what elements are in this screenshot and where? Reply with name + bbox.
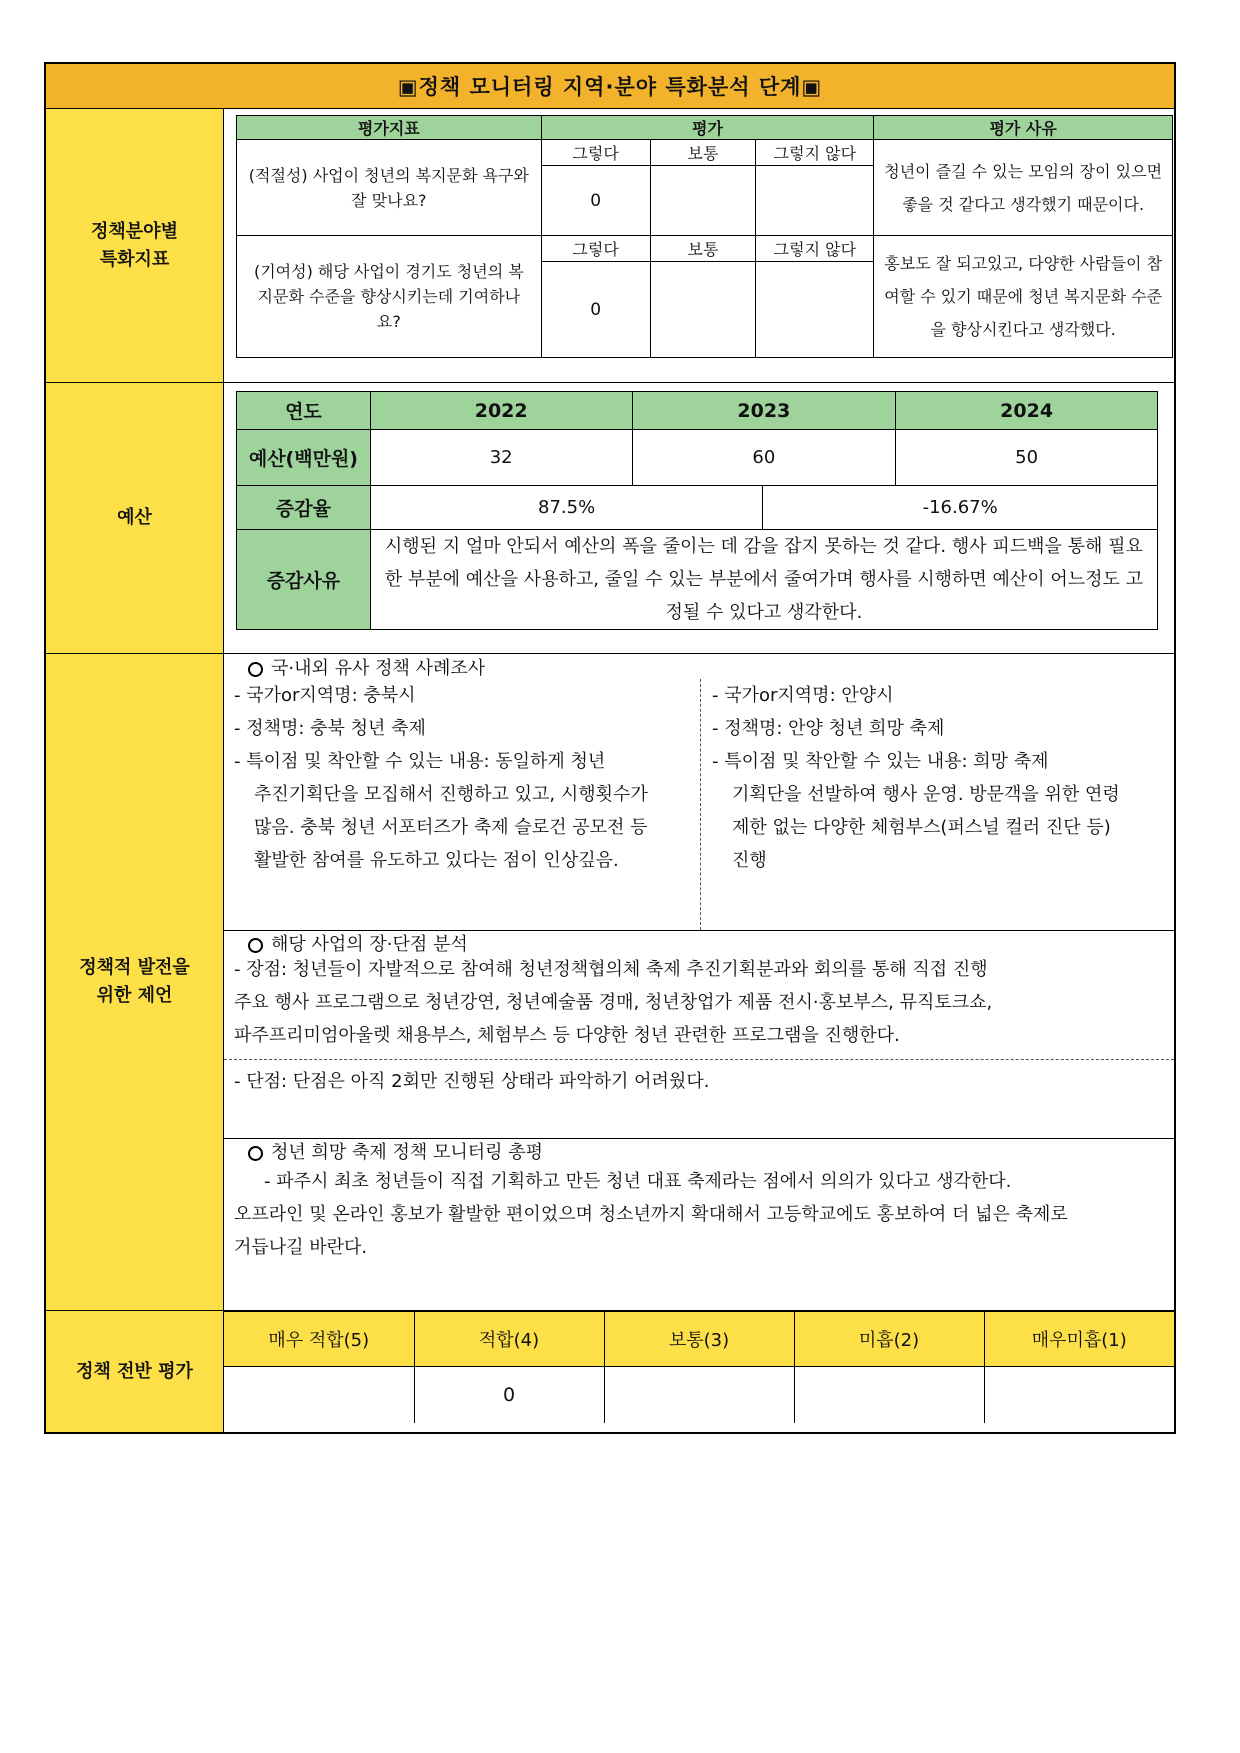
indicator-question: (적절성) 사업이 청년의 복지문화 욕구와 잘 맞나요? [237, 140, 542, 236]
indicator-section [224, 109, 1174, 382]
answer-neutral-cell[interactable] [650, 166, 756, 236]
review-line: 오프라인 및 온라인 홍보가 활발한 편이었으며 청소년까지 확대해서 고등학교에도 홍보하여 더 넓은 축제로 [234, 1204, 1068, 1225]
overall-review [224, 1139, 1174, 1310]
case-note: 진행 [732, 850, 767, 871]
circle-bullet-icon [248, 938, 263, 953]
case-left [234, 679, 696, 877]
overall-section [224, 1311, 1174, 1432]
amount-cell: 32 [370, 430, 632, 486]
answer-yes-cell[interactable]: 0 [541, 166, 650, 236]
case-region: - 국가or지역명: 충북시 [234, 685, 416, 706]
case-right [712, 679, 1172, 877]
option-no: 그렇지 않다 [756, 140, 874, 166]
strength-line: 주요 행사 프로그램으로 청년강연, 청년예술품 경매, 청년창업가 제품 전시·홍보부스, 뮤직토크쇼, [234, 992, 993, 1013]
case-policy: - 정책명: 충북 청년 축제 [234, 718, 426, 739]
analysis-heading: 해당 사업의 장·단점 분석 [224, 931, 468, 959]
budget-reason: 시행된 지 얼마 안되서 예산의 폭을 줄이는 데 감을 잡지 못하는 것 같다. 행사 피드백을 통해 필요한 부분에 예산을 사용하고, 줄일 수 있는 부분에서 줄여가며 행사를 시행하면 예산이 어느정도 고정될 수 있다고 생각한다. [370, 530, 1157, 630]
weakness-line: - 단점: 단점은 아직 2회만 진행된 상태라 파악하기 어려웠다. [234, 1071, 710, 1092]
case-region: - 국가or지역명: 안양시 [712, 685, 894, 706]
header-evaluation: 평가 [541, 116, 874, 140]
proposal-section-label: 정책적 발전을 위한 제언 [46, 654, 224, 1310]
rating-mark-cell[interactable] [604, 1367, 794, 1423]
indicator-question: (기여성) 해당 사업이 경기도 청년의 복지문화 수준을 향상시키는데 기여하나요? [237, 236, 542, 358]
option-neutral: 보통 [650, 236, 756, 262]
case-study-heading: 국·내외 유사 정책 사례조사 [224, 655, 485, 683]
case-note: 추진기획단을 모집해서 진행하고 있고, 시행횟수가 [254, 784, 648, 805]
review-line: - 파주시 최초 청년들이 직접 기획하고 만든 청년 대표 축제라는 점에서 의의가 있다고 생각한다. [264, 1171, 1012, 1192]
option-no: 그렇지 않다 [756, 236, 874, 262]
rate-cell: 87.5% [370, 486, 763, 530]
year-cell: 2022 [370, 392, 632, 430]
answer-no-cell[interactable] [756, 262, 874, 358]
indicator-reason: 홍보도 잘 되고있고, 다양한 사람들이 참여할 수 있기 때문에 청년 복지문화 수준을 향상시킨다고 생각했다. [874, 236, 1173, 358]
rating-option: 매우미흡(1) [984, 1312, 1174, 1367]
rate-cell: -16.67% [763, 486, 1158, 530]
review-heading: 청년 희망 축제 정책 모니터링 총평 [224, 1139, 543, 1167]
amount-cell: 60 [632, 430, 896, 486]
rate-label: 증감율 [237, 486, 371, 530]
case-note: 많음. 충북 청년 서포터즈가 축제 슬로건 공모전 등 [254, 817, 648, 838]
strength-line: - 장점: 청년들이 자발적으로 참여해 청년정책협의체 축제 추진기획분과와 회의를 통해 직접 진행 [234, 959, 988, 980]
proposal-section [224, 654, 1174, 1310]
indicator-table [236, 115, 1173, 358]
option-yes: 그렇다 [541, 140, 650, 166]
overall-section-label: 정책 전반 평가 [46, 1311, 224, 1432]
case-note: 기획단을 선발하여 행사 운영. 방문객을 위한 연령 [732, 784, 1120, 805]
year-cell: 2024 [896, 392, 1158, 430]
circle-bullet-icon [248, 1146, 263, 1161]
case-note: - 특이점 및 착안할 수 있는 내용: 동일하게 청년 [234, 751, 606, 772]
rating-option: 매우 적합(5) [224, 1312, 414, 1367]
case-note: 제한 없는 다양한 체험부스(퍼스널 컬러 진단 등) [732, 817, 1111, 838]
case-divider [700, 679, 701, 930]
reason-label: 증감사유 [237, 530, 371, 630]
year-label: 연도 [237, 392, 371, 430]
review-line: 거듭나길 바란다. [234, 1237, 368, 1258]
option-neutral: 보통 [650, 140, 756, 166]
circle-bullet-icon [248, 662, 263, 677]
pros-cons-analysis [224, 931, 1174, 1138]
indicator-reason: 청년이 즐길 수 있는 모임의 장이 있으면 좋을 것 같다고 생각했기 때문이다. [874, 140, 1173, 236]
header-reason: 평가 사유 [874, 116, 1173, 140]
case-note: 활발한 참여를 유도하고 있다는 점이 인상깊음. [254, 850, 619, 871]
amount-cell: 50 [896, 430, 1158, 486]
rating-mark-cell[interactable]: 0 [414, 1367, 604, 1423]
indicator-section-label: 정책분야별 특화지표 [46, 109, 224, 382]
strength-line: 파주프리미엄아울렛 채용부스, 체험부스 등 다양한 청년 관련한 프로그램을 진행한다. [234, 1025, 900, 1046]
amount-label: 예산(백만원) [237, 430, 371, 486]
rating-option: 미흡(2) [794, 1312, 984, 1367]
monitoring-form [44, 62, 1176, 1434]
overall-table [224, 1311, 1174, 1423]
budget-section-label: 예산 [46, 383, 224, 653]
header-indicator: 평가지표 [237, 116, 542, 140]
rating-mark-cell[interactable] [794, 1367, 984, 1423]
year-cell: 2023 [632, 392, 896, 430]
budget-section [224, 383, 1174, 653]
budget-table [236, 391, 1158, 630]
option-yes: 그렇다 [541, 236, 650, 262]
answer-neutral-cell[interactable] [650, 262, 756, 358]
rating-option: 보통(3) [604, 1312, 794, 1367]
strengths [234, 953, 1169, 1052]
answer-no-cell[interactable] [756, 166, 874, 236]
rating-mark-cell[interactable] [984, 1367, 1174, 1423]
rating-mark-cell[interactable] [224, 1367, 414, 1423]
review-body [234, 1165, 1169, 1264]
case-note: - 특이점 및 착안할 수 있는 내용: 희망 축제 [712, 751, 1049, 772]
case-policy: - 정책명: 안양 청년 희망 축제 [712, 718, 945, 739]
answer-yes-cell[interactable]: 0 [541, 262, 650, 358]
page-title: ▣정책 모니터링 지역·분야 특화분석 단계▣ [46, 64, 1174, 109]
case-study [224, 654, 1174, 930]
rating-option: 적합(4) [414, 1312, 604, 1367]
